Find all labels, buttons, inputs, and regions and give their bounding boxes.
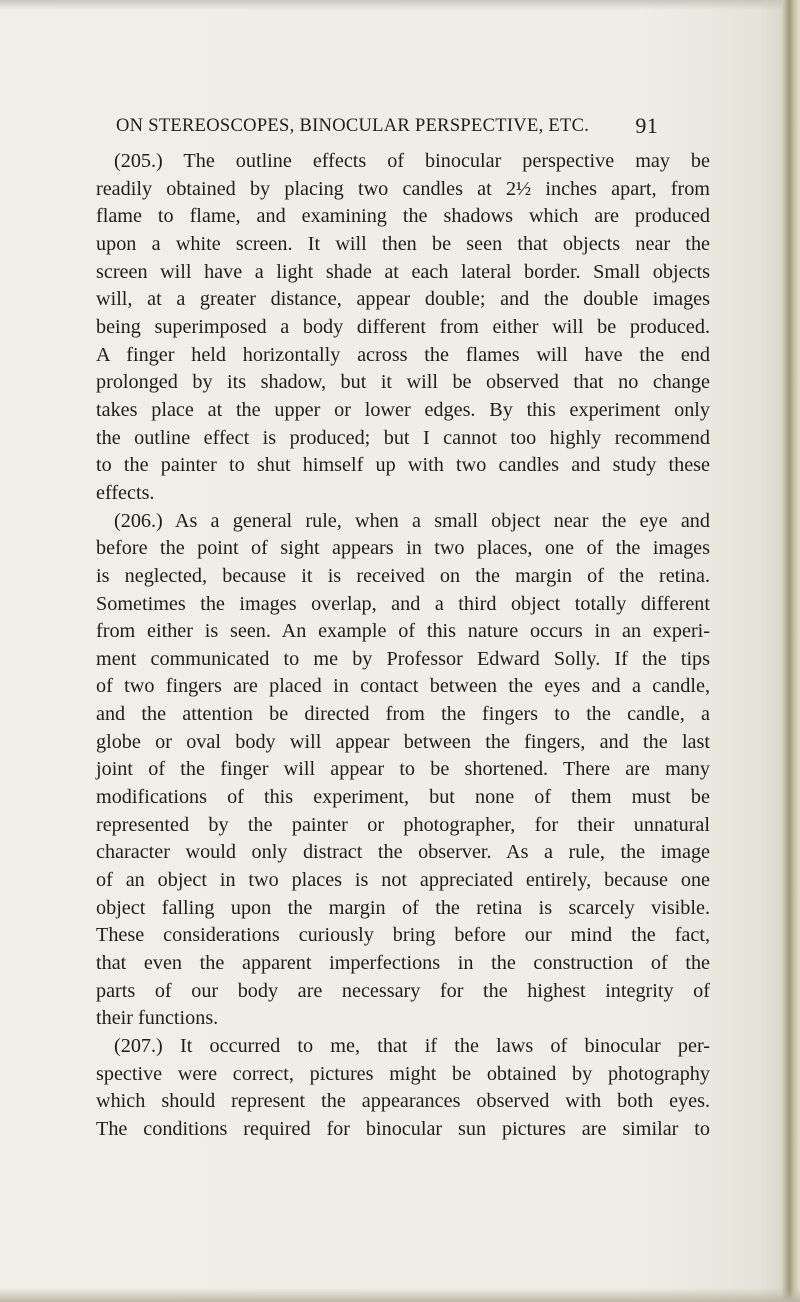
text-line: object falling upon the margin of the retina is scarcely visible. bbox=[96, 896, 710, 919]
text-line: (207.) It occurred to me, that if the laws of binocular per- bbox=[114, 1035, 710, 1057]
text-line: These considerations curiously bring before our mind the fact, bbox=[96, 924, 710, 947]
text-line: modifications of this experiment, but none of them must be bbox=[96, 786, 710, 809]
text-line: that even the apparent imperfections in the construction of the bbox=[96, 952, 710, 975]
text-line: ment communicated to me by Professor Edward Solly. If the tips bbox=[96, 647, 710, 670]
page-bottom-shadow bbox=[0, 1288, 800, 1302]
text-line: being superimposed a body different from either will be produced. bbox=[96, 315, 710, 338]
text-line: character would only distract the observer. As a rule, the image bbox=[96, 841, 710, 864]
text-line: upon a white screen. It will then be seen that objects near the bbox=[96, 232, 710, 255]
text-line: before the point of sight appears in two places, one of the images bbox=[96, 537, 710, 560]
running-header bbox=[96, 113, 658, 142]
page-number: 91 bbox=[635, 113, 658, 138]
text-line: The conditions required for binocular sun pictures are similar to bbox=[96, 1117, 710, 1140]
page-gutter-edge bbox=[782, 0, 800, 1302]
text-line: joint of the finger will appear to be shortened. There are many bbox=[96, 758, 710, 781]
text-line: flame to flame, and examining the shadows which are produced bbox=[96, 205, 710, 228]
text-line: which should represent the appearances observed with both eyes. bbox=[96, 1090, 710, 1113]
text-line: of an object in two places is not appreciated entirely, because one bbox=[96, 869, 710, 892]
text-line: their functions. bbox=[96, 1007, 219, 1030]
text-line: represented by the painter or photographer, for their unnatural bbox=[96, 813, 710, 836]
page-top-shadow bbox=[0, 0, 800, 10]
text-line: parts of our body are necessary for the highest integrity of bbox=[96, 979, 710, 1002]
text-line: globe or oval body will appear between the fingers, and the last bbox=[96, 730, 710, 753]
text-line: readily obtained by placing two candles at 2½ inches apart, from bbox=[96, 177, 710, 200]
text-line: prolonged by its shadow, but it will be observed that no change bbox=[96, 371, 710, 394]
text-line: A finger held horizontally across the flames will have the end bbox=[96, 343, 710, 366]
text-line: the outline effect is produced; but I cannot too highly recommend bbox=[96, 426, 710, 449]
text-line: spective were correct, pictures might be obtained by photography bbox=[96, 1062, 710, 1085]
running-title: ON STEREOSCOPES, BINOCULAR PERSPECTIVE, ETC. bbox=[116, 116, 590, 136]
body-text bbox=[96, 148, 710, 1144]
text-line: will, at a greater distance, appear double; and the double images bbox=[96, 288, 710, 311]
text-line: takes place at the upper or lower edges. By this experiment only bbox=[96, 398, 710, 421]
text-line: (206.) As a general rule, when a small object near the eye and bbox=[114, 509, 710, 532]
text-line: to the painter to shut himself up with two candles and study these bbox=[96, 454, 710, 477]
text-line: of two fingers are placed in contact between the eyes and a candle, bbox=[96, 675, 710, 698]
text-line: Sometimes the images overlap, and a third object totally different bbox=[96, 592, 710, 615]
text-line: screen will have a light shade at each lateral border. Small objects bbox=[96, 260, 710, 283]
text-line: (205.) The outline effects of binocular perspective may be bbox=[114, 150, 710, 172]
text-line: effects. bbox=[96, 481, 155, 504]
text-line: is neglected, because it is received on the margin of the retina. bbox=[96, 564, 710, 587]
text-line: from either is seen. An example of this nature occurs in an experi- bbox=[96, 620, 710, 643]
text-line: and the attention be directed from the fingers to the candle, a bbox=[96, 703, 710, 726]
